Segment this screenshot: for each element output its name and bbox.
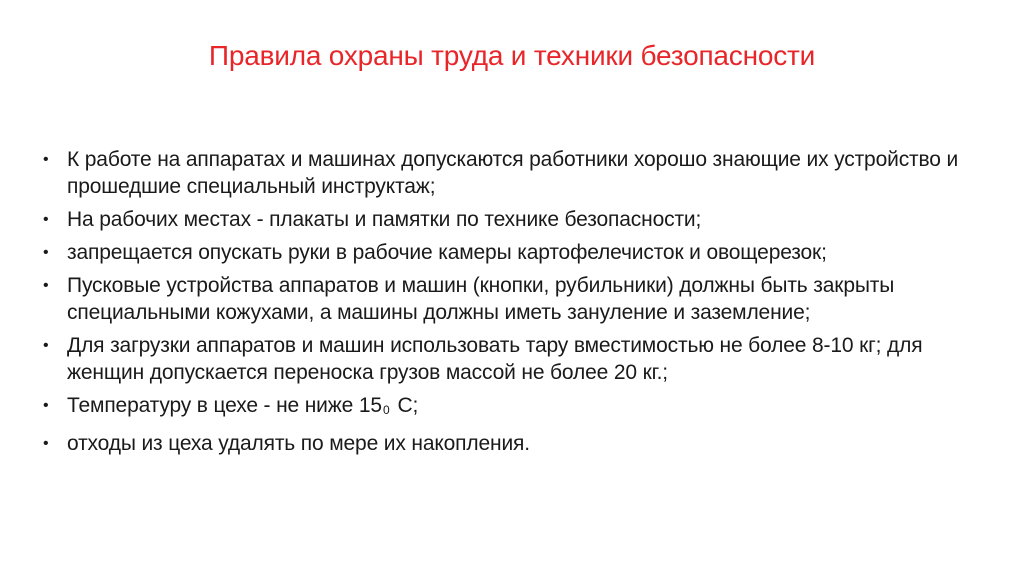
bullet-icon: • [43, 277, 49, 294]
list-item [43, 239, 973, 266]
bullet-icon: • [43, 211, 49, 228]
slide-title: Правила охраны труда и техники безопасности [208, 40, 816, 71]
bullet-icon: • [43, 397, 49, 414]
list-item [43, 206, 973, 233]
bullet-text: Пусковые устройства аппаратов и машин (кнопки, рубильники) должны быть закрыты специальными кожухами, а машины должны иметь зануление и заземление; [67, 274, 895, 324]
bullet-icon: • [43, 244, 49, 261]
bullet-icon: • [43, 337, 49, 354]
bullet-text: На рабочих местах - плакаты и памятки по технике безопасности; [67, 208, 702, 231]
bullet-text: Для загрузки аппаратов и машин использовать тару вместимостью не более 8-10 кг; для женщин допускается переноска грузов массой не более 20 кг.; [67, 334, 923, 384]
list-item [43, 430, 973, 457]
list-item [43, 146, 973, 200]
degree-superscript: 0 [382, 403, 390, 417]
bullet-text: К работе на аппаратах и машинах допускаются работники хорошо знающие их устройство и прошедшие специальный инструктаж; [67, 148, 959, 198]
list-item [43, 332, 973, 386]
bullet-icon: • [43, 435, 49, 452]
bullet-text-unit: С; [397, 394, 419, 417]
bullet-icon: • [43, 151, 49, 168]
list-item [43, 392, 973, 424]
bullet-text: Температуру в цехе - не ниже 15 [67, 394, 382, 417]
list-item [43, 272, 973, 326]
bullet-text: запрещается опускать руки в рабочие камеры картофелечисток и овощерезок; [67, 241, 827, 264]
bullet-text: отходы из цеха удалять по мере их накопления. [67, 432, 530, 455]
bullet-list [43, 146, 973, 463]
